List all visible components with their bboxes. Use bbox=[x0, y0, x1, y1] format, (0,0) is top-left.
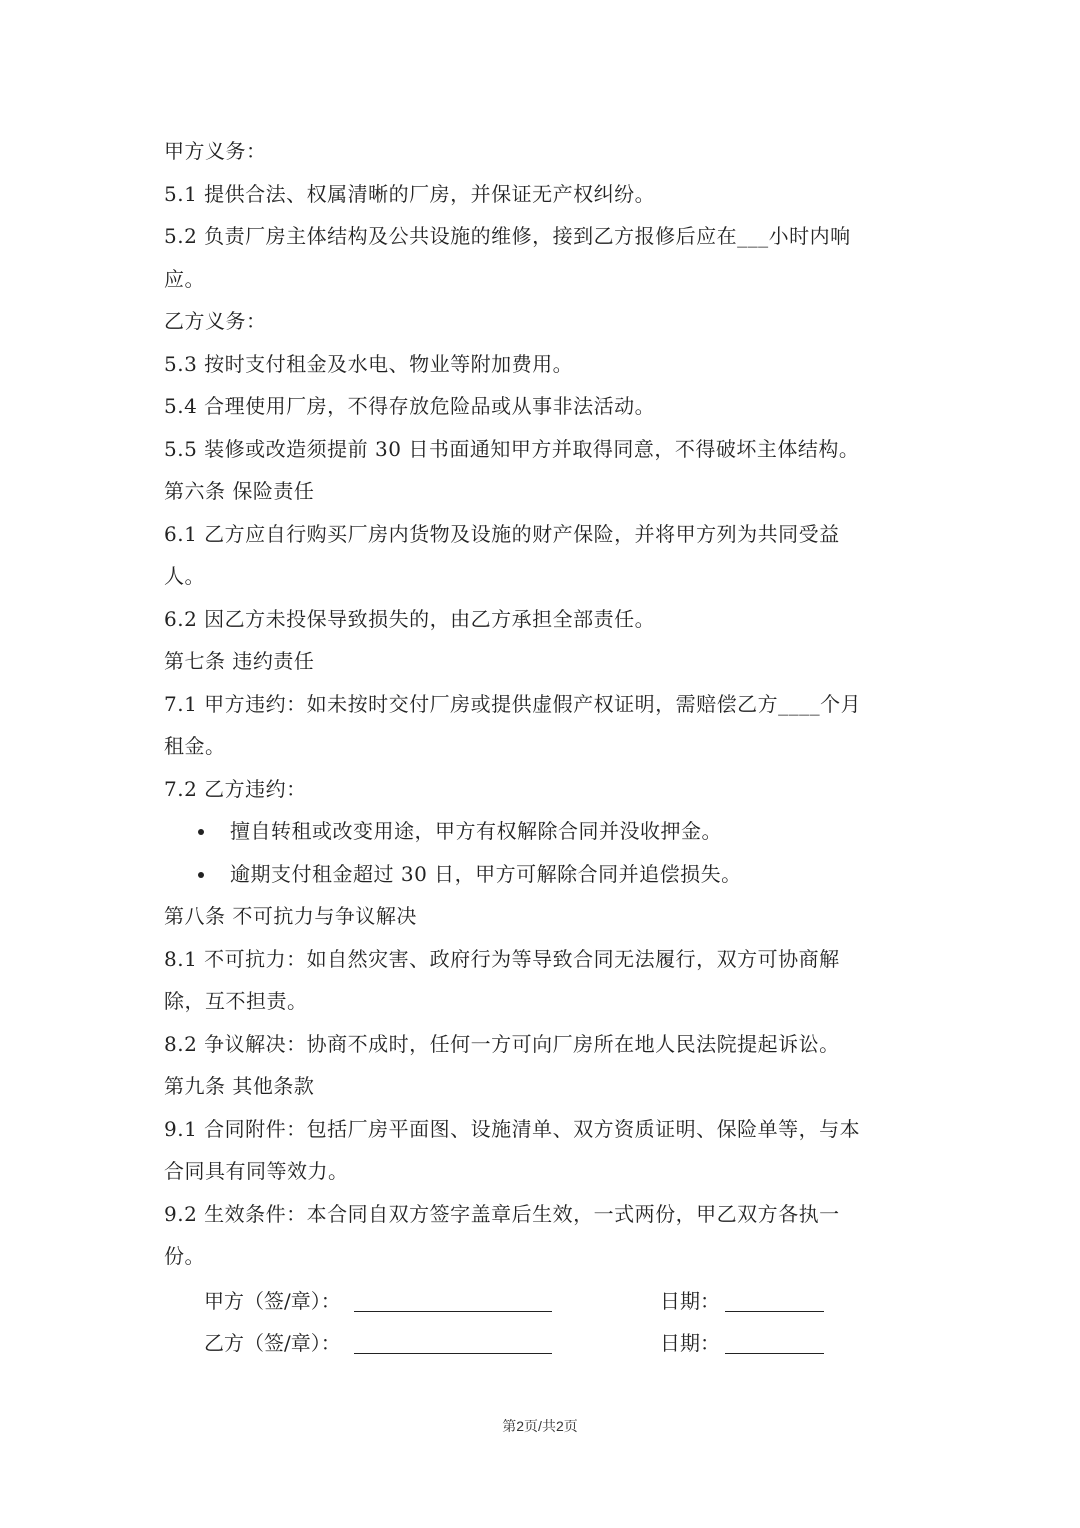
bullet-text: 逾期支付租金超过 30 日，甲方可解除合同并追偿损失。 bbox=[230, 861, 742, 886]
clause-line: 应。 bbox=[164, 266, 205, 291]
page-indicator: 第2页/共2页 bbox=[502, 1418, 578, 1434]
contract-body bbox=[164, 130, 924, 1278]
clause-line: 5.4 合理使用厂房，不得存放危险品或从事非法活动。 bbox=[164, 394, 656, 418]
clause-line: 人。 bbox=[164, 564, 205, 588]
party-b-date-label: 日期： bbox=[660, 1331, 720, 1355]
clause-line: 6.1 乙方应自行购买厂房内货物及设施的财产保险，并将甲方列为共同受益 bbox=[164, 521, 840, 546]
clause-line: 8.2 争议解决：协商不成时，任何一方可向厂房所在地人民法院提起诉讼。 bbox=[164, 1031, 840, 1056]
party-a-date-field[interactable] bbox=[725, 1311, 824, 1312]
party-b-signature-field[interactable] bbox=[354, 1353, 552, 1354]
clause-line: 5.5 装修或改造须提前 30 日书面通知甲方并取得同意，不得破坏主体结构。 bbox=[164, 436, 860, 461]
section-heading: 甲方义务： bbox=[164, 139, 267, 163]
bullet-icon bbox=[198, 872, 204, 878]
article-heading: 第八条 不可抗力与争议解决 bbox=[164, 904, 417, 928]
clause-line: 7.1 甲方违约：如未按时交付厂房或提供虚假产权证明，需赔偿乙方____个月 bbox=[164, 691, 862, 716]
clause-line: 5.2 负责厂房主体结构及公共设施的维修，接到乙方报修后应在___小时内响 bbox=[164, 224, 851, 248]
party-a-signature-field[interactable] bbox=[354, 1311, 552, 1312]
clause-line: 6.2 因乙方未投保导致损失的，由乙方承担全部责任。 bbox=[164, 606, 656, 631]
party-a-signature-row bbox=[204, 1281, 844, 1321]
party-a-signature-label: 甲方（签/章）： bbox=[204, 1289, 341, 1313]
party-b-signature-label: 乙方（签/章）： bbox=[204, 1331, 341, 1355]
clause-line: 合同具有同等效力。 bbox=[164, 1159, 349, 1183]
bullet-icon bbox=[198, 829, 204, 835]
party-b-date-field[interactable] bbox=[725, 1353, 824, 1354]
clause-line: 5.3 按时支付租金及水电、物业等附加费用。 bbox=[164, 351, 574, 376]
section-heading: 乙方义务： bbox=[164, 309, 267, 333]
article-heading: 第七条 违约责任 bbox=[164, 649, 315, 673]
clause-line: 份。 bbox=[164, 1244, 205, 1268]
article-heading: 第九条 其他条款 bbox=[164, 1074, 315, 1098]
party-b-signature-row bbox=[204, 1323, 844, 1363]
article-heading: 第六条 保险责任 bbox=[164, 479, 315, 503]
clause-line: 9.1 合同附件：包括厂房平面图、设施清单、双方资质证明、保险单等，与本 bbox=[164, 1116, 861, 1141]
clause-line: 5.1 提供合法、权属清晰的厂房，并保证无产权纠纷。 bbox=[164, 181, 656, 206]
bullet-item bbox=[164, 810, 924, 853]
clause-line: 9.2 生效条件：本合同自双方签字盖章后生效，一式两份，甲乙双方各执一 bbox=[164, 1201, 840, 1226]
bullet-text: 擅自转租或改变用途，甲方有权解除合同并没收押金。 bbox=[230, 819, 722, 843]
clause-line: 除，互不担责。 bbox=[164, 989, 308, 1013]
bullet-item bbox=[164, 853, 924, 896]
party-a-date-label: 日期： bbox=[660, 1289, 720, 1313]
clause-line: 8.1 不可抗力：如自然灾害、政府行为等导致合同无法履行，双方可协商解 bbox=[164, 946, 840, 971]
clause-line: 租金。 bbox=[164, 734, 226, 758]
clause-line: 7.2 乙方违约： bbox=[164, 776, 307, 801]
